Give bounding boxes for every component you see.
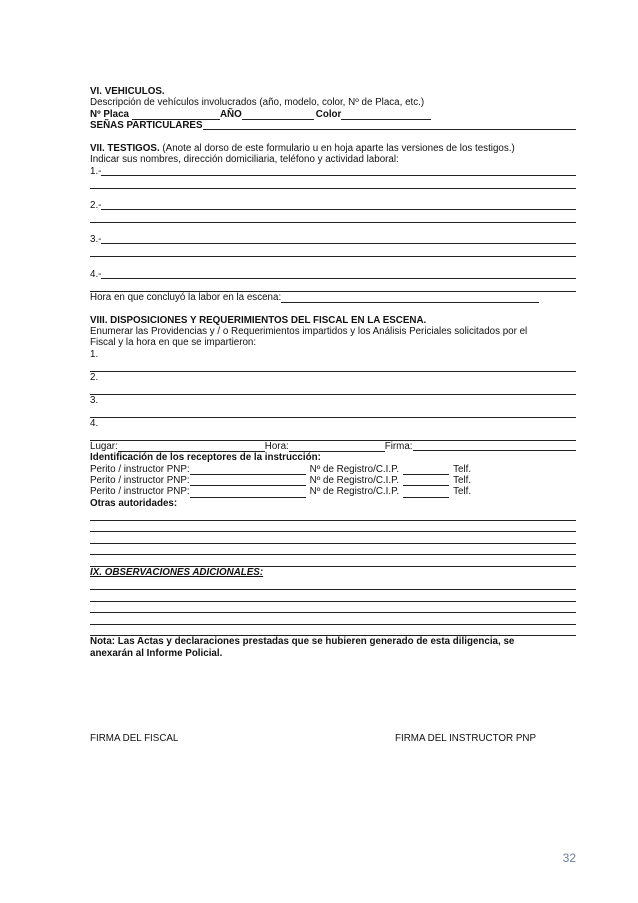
perito-label: Perito / instructor PNP:	[90, 474, 190, 486]
otras-autoridades-field[interactable]	[90, 544, 576, 556]
senas-label: SEÑAS PARTICULARES	[90, 120, 203, 132]
telf-label: Telf.	[453, 463, 472, 475]
form-page	[90, 86, 576, 659]
registro-label: Nº de Registro/C.I.P.	[309, 486, 400, 498]
perito-row	[90, 475, 576, 486]
lugar-hora-firma-row	[90, 441, 576, 452]
perito-row	[90, 464, 576, 475]
testigo-field[interactable]	[101, 166, 576, 176]
testigo-field-continuation[interactable]	[90, 246, 576, 258]
placa-label: Nº Placa	[90, 108, 129, 120]
testigo-4	[90, 269, 576, 280]
observaciones-field[interactable]	[90, 578, 576, 590]
telf-label: Telf.	[453, 486, 472, 498]
testigo-field[interactable]	[101, 234, 576, 244]
hora-conclusion-field[interactable]	[281, 293, 539, 303]
receptores-title: Identificación de los receptores de la instrucción:	[90, 452, 321, 464]
perito-label: Perito / instructor PNP:	[90, 463, 190, 475]
nota-line-1	[90, 636, 576, 647]
hora-conclusion-label: Hora en que concluyó la labor en la escena:	[90, 291, 282, 303]
disposicion-number: 2.	[90, 371, 99, 383]
disposicion-number: 3.	[90, 394, 99, 406]
page-number: 32	[562, 851, 576, 865]
registro-field[interactable]	[403, 488, 449, 498]
disposicion-field[interactable]	[90, 406, 576, 418]
otras-autoridades-field[interactable]	[90, 509, 576, 521]
perito-name-field[interactable]	[190, 488, 306, 498]
disposicion-field[interactable]	[90, 360, 576, 372]
testigo-field-continuation[interactable]	[90, 177, 576, 189]
testigo-1	[90, 166, 576, 177]
observaciones-field[interactable]	[90, 590, 576, 602]
otras-autoridades-title: Otras autoridades:	[90, 497, 178, 509]
nota-label: Nota	[90, 636, 112, 648]
testigo-3	[90, 234, 576, 245]
hora-conclusion-row	[90, 292, 576, 303]
testigos-instruction: Indicar sus nombres, dirección domiciliaria, teléfono y actividad laboral:	[90, 154, 399, 166]
telf-label: Telf.	[453, 474, 472, 486]
anio-field[interactable]	[242, 110, 314, 120]
perito-name-field[interactable]	[190, 465, 306, 475]
firma-label: Firma:	[384, 440, 413, 452]
lugar-field[interactable]	[118, 442, 265, 452]
testigo-field-continuation[interactable]	[90, 280, 576, 292]
disposicion-field[interactable]	[90, 383, 576, 395]
testigos-title-line	[90, 143, 576, 154]
registro-field[interactable]	[403, 465, 449, 475]
color-label: Color	[315, 108, 342, 120]
otras-autoridades-field[interactable]	[90, 521, 576, 533]
testigo-field[interactable]	[101, 200, 576, 210]
disposicion-number: 1.	[90, 348, 99, 360]
perito-label: Perito / instructor PNP:	[90, 486, 190, 498]
vehiculos-title: VI. VEHÍCULOS.	[90, 86, 165, 97]
anio-label: AÑO	[219, 108, 242, 120]
testigos-title: VII. TESTIGOS.	[90, 142, 160, 154]
perito-row	[90, 486, 576, 497]
registro-field[interactable]	[403, 476, 449, 486]
firma-fiscal: FIRMA DEL FISCAL	[90, 733, 179, 744]
placa-field[interactable]	[132, 110, 220, 120]
vehiculos-description: Descripción de vehículos involucrados (año, modelo, color, Nº de Placa, etc.)	[90, 97, 425, 109]
testigos-note: (Anote al dorso de este formulario u en hoja aparte las versiones de los testigos.)	[162, 142, 515, 154]
disposiciones-title: VIII. DISPOSICIONES Y REQUERIMIENTOS DEL FISCAL EN LA ESCENA.	[90, 314, 427, 326]
observaciones-field[interactable]	[90, 625, 576, 637]
senas-row	[90, 120, 576, 131]
observaciones-field[interactable]	[90, 613, 576, 625]
testigo-number: 3.-	[90, 234, 102, 246]
disposiciones-text-2: Fiscal y la hora en que se impartieron:	[90, 337, 257, 349]
nota-text-1: : Las Actas y declaraciones prestadas que se hubieren generado de esta diligencia, se	[111, 636, 515, 648]
testigo-2	[90, 200, 576, 211]
testigo-number: 4.-	[90, 268, 102, 280]
disposicion-field[interactable]	[90, 429, 576, 441]
firma-instructor: FIRMA DEL INSTRUCTOR PNP	[395, 733, 536, 744]
observaciones-title: IX. OBSERVACIONES ADICIONALES:	[90, 567, 264, 579]
disposicion-number: 4.	[90, 417, 99, 429]
color-field[interactable]	[341, 110, 431, 120]
observaciones-field[interactable]	[90, 602, 576, 614]
registro-label: Nº de Registro/C.I.P.	[309, 463, 400, 475]
otras-autoridades-field[interactable]	[90, 555, 576, 567]
nota-line-2: anexarán al Informe Policial.	[90, 647, 223, 659]
hora-field[interactable]	[289, 442, 385, 452]
hora-label: Hora:	[264, 440, 289, 452]
perito-name-field[interactable]	[190, 476, 306, 486]
registro-label: Nº de Registro/C.I.P.	[309, 474, 400, 486]
testigo-field-continuation[interactable]	[90, 212, 576, 224]
senas-field[interactable]	[203, 120, 577, 130]
lugar-label: Lugar:	[90, 440, 118, 452]
testigo-number: 2.-	[90, 200, 102, 212]
disposiciones-text-1: Enumerar las Providencias y / o Requerimientos impartidos y los Análisis Periciales solicitados por el	[90, 326, 528, 338]
vehiculos-placa-row	[90, 109, 576, 120]
testigo-field[interactable]	[101, 269, 576, 279]
otras-autoridades-field[interactable]	[90, 532, 576, 544]
testigo-number: 1.-	[90, 165, 102, 177]
firma-field[interactable]	[413, 441, 576, 451]
